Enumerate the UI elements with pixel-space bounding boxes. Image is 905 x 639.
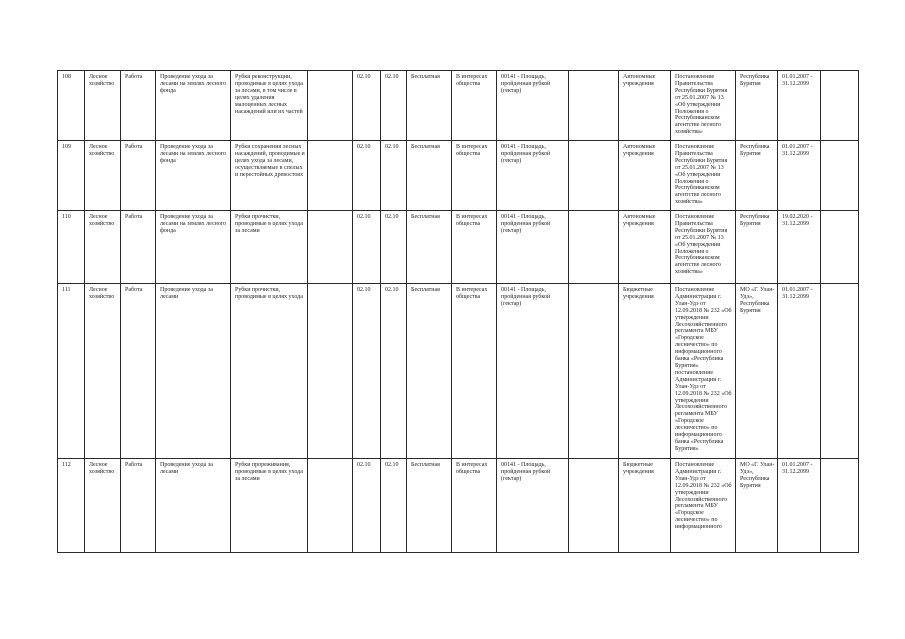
row-number-cell: 110 <box>58 211 85 284</box>
service-name-cell: Проведение ухода за лесами на землях лесного фонда <box>156 71 231 141</box>
table-row <box>58 71 859 141</box>
code-cell: 02.10 <box>353 71 381 141</box>
row-number-cell: 108 <box>58 71 85 141</box>
content-cell: Рубки сохранения лесных насаждений, проводимые в целях ухода за лесами, осуществляемые в спелых и перестойных древостоях <box>231 141 308 211</box>
sector-cell: Лесное хозяйство <box>85 141 121 211</box>
consumer-cell: В интересах общества <box>452 284 497 459</box>
code-cell: 02.10 <box>353 459 381 553</box>
empty-cell <box>569 141 619 211</box>
indicator-cell: 00141 - Площадь, пройденная рубкой (гектар) <box>497 284 569 459</box>
consumer-cell: В интересах общества <box>452 459 497 553</box>
institution-type-cell: Автономные учреждения <box>619 71 671 141</box>
service-name-cell: Проведение ухода за лесами на землях лесного фонда <box>156 211 231 284</box>
validity-period-cell: 01.01.2007 - 31.12.2099 <box>778 141 821 211</box>
code-cell: 02.10 <box>353 284 381 459</box>
territory-cell: Республика Бурятия <box>736 141 778 211</box>
content-cell: Рубки прочистки, проводимые в целях ухода за лесами <box>231 211 308 284</box>
payment-cell: Бесплатная <box>407 141 452 211</box>
sector-cell: Лесное хозяйство <box>85 71 121 141</box>
legal-basis-cell: Постановление Администрации г. Улан-Удэ от 12.09.2018 № 232 «Об утверждении Лесохозяйственного регламента МБУ «Городское лесничество» по информационного банка «Республика Бурятия» постановление Администрации г. Улан-Удэ от 12.09.2018 № 232 «Об утверждении Лесохозяйственного регламента МБУ «Городское лесничество» по информационного банка «Республика Бурятия» <box>671 284 736 459</box>
empty-cell <box>308 141 353 211</box>
payment-cell: Бесплатная <box>407 459 452 553</box>
territory-cell: Республика Бурятия <box>736 211 778 284</box>
empty-cell <box>821 71 859 141</box>
row-number-cell: 111 <box>58 284 85 459</box>
indicator-cell: 00141 - Площадь, пройденная рубкой (гектар) <box>497 141 569 211</box>
type-cell: Работа <box>121 141 156 211</box>
table-row <box>58 211 859 284</box>
row-number-cell: 109 <box>58 141 85 211</box>
payment-cell: Бесплатная <box>407 71 452 141</box>
consumer-cell: В интересах общества <box>452 141 497 211</box>
content-cell: Рубки прочистки, проводимые в целях ухода <box>231 284 308 459</box>
consumer-cell: В интересах общества <box>452 71 497 141</box>
table-row <box>58 459 859 553</box>
payment-cell: Бесплатная <box>407 284 452 459</box>
validity-period-cell: 01.01.2007 - 31.12.2099 <box>778 459 821 553</box>
code-cell: 02.10 <box>381 211 407 284</box>
type-cell: Работа <box>121 284 156 459</box>
code-cell: 02.10 <box>381 284 407 459</box>
type-cell: Работа <box>121 71 156 141</box>
institution-type-cell: Автономные учреждения <box>619 211 671 284</box>
code-cell: 02.10 <box>381 459 407 553</box>
legal-basis-cell: Постановление Правительства Республики Бурятия от 25.01.2007 № 13 «Об утверждении Положения о Республиканском агентстве лесного хозяйства» <box>671 211 736 284</box>
empty-cell <box>569 284 619 459</box>
sector-cell: Лесное хозяйство <box>85 284 121 459</box>
indicator-cell: 00141 - Площадь, пройденная рубкой (гектар) <box>497 459 569 553</box>
indicator-cell: 00141 - Площадь, пройденная рубкой (гектар) <box>497 71 569 141</box>
code-cell: 02.10 <box>353 211 381 284</box>
indicator-cell: 00141 - Площадь, пройденная рубкой (гектар) <box>497 211 569 284</box>
validity-period-cell: 01.01.2007 - 31.12.2099 <box>778 71 821 141</box>
empty-cell <box>569 459 619 553</box>
service-name-cell: Проведение ухода за лесами <box>156 284 231 459</box>
table-body <box>58 71 859 553</box>
validity-period-cell: 19.02.2020 - 31.12.2099 <box>778 211 821 284</box>
empty-cell <box>821 459 859 553</box>
empty-cell <box>308 211 353 284</box>
type-cell: Работа <box>121 211 156 284</box>
table-row <box>58 141 859 211</box>
territory-cell: Республика Бурятия <box>736 71 778 141</box>
code-cell: 02.10 <box>381 141 407 211</box>
legal-basis-cell: Постановление Правительства Республики Бурятия от 25.01.2007 № 13 «Об утверждении Положения о Республиканском агентстве лесного хозяйства» <box>671 71 736 141</box>
sector-cell: Лесное хозяйство <box>85 211 121 284</box>
institution-type-cell: Бюджетные учреждения <box>619 459 671 553</box>
empty-cell <box>308 71 353 141</box>
territory-cell: МО «Г. Улан-Удэ», Республика Бурятия <box>736 459 778 553</box>
empty-cell <box>821 211 859 284</box>
consumer-cell: В интересах общества <box>452 211 497 284</box>
institution-type-cell: Бюджетные учреждения <box>619 284 671 459</box>
service-name-cell: Проведение ухода за лесами на землях лесного фонда <box>156 141 231 211</box>
empty-cell <box>308 459 353 553</box>
territory-cell: МО «Г. Улан-Удэ», Республика Бурятия <box>736 284 778 459</box>
empty-cell <box>308 284 353 459</box>
legal-basis-cell: Постановление Правительства Республики Бурятия от 25.01.2007 № 13 «Об утверждении Положения о Республиканском агентстве лесного хозяйства» <box>671 141 736 211</box>
row-number-cell: 112 <box>58 459 85 553</box>
validity-period-cell: 01.01.2007 - 31.12.2099 <box>778 284 821 459</box>
registry-table <box>57 70 859 553</box>
empty-cell <box>821 284 859 459</box>
sector-cell: Лесное хозяйство <box>85 459 121 553</box>
legal-basis-cell: Постановление Администрации г. Улан-Удэ от 12.09.2018 № 232 «Об утверждении Лесохозяйственного регламента МБУ «Городское лесничество» по информационного <box>671 459 736 553</box>
content-cell: Рубки реконструкции, проводимые в целях ухода за лесами, в том числе в целях удаления малоценных лесных насаждений или их частей <box>231 71 308 141</box>
code-cell: 02.10 <box>353 141 381 211</box>
content-cell: Рубки прореживания, проводимые в целях ухода за лесами <box>231 459 308 553</box>
code-cell: 02.10 <box>381 71 407 141</box>
table-row <box>58 284 859 459</box>
empty-cell <box>569 211 619 284</box>
empty-cell <box>821 141 859 211</box>
empty-cell <box>569 71 619 141</box>
payment-cell: Бесплатная <box>407 211 452 284</box>
type-cell: Работа <box>121 459 156 553</box>
institution-type-cell: Автономные учреждения <box>619 141 671 211</box>
service-name-cell: Проведение ухода за лесами <box>156 459 231 553</box>
